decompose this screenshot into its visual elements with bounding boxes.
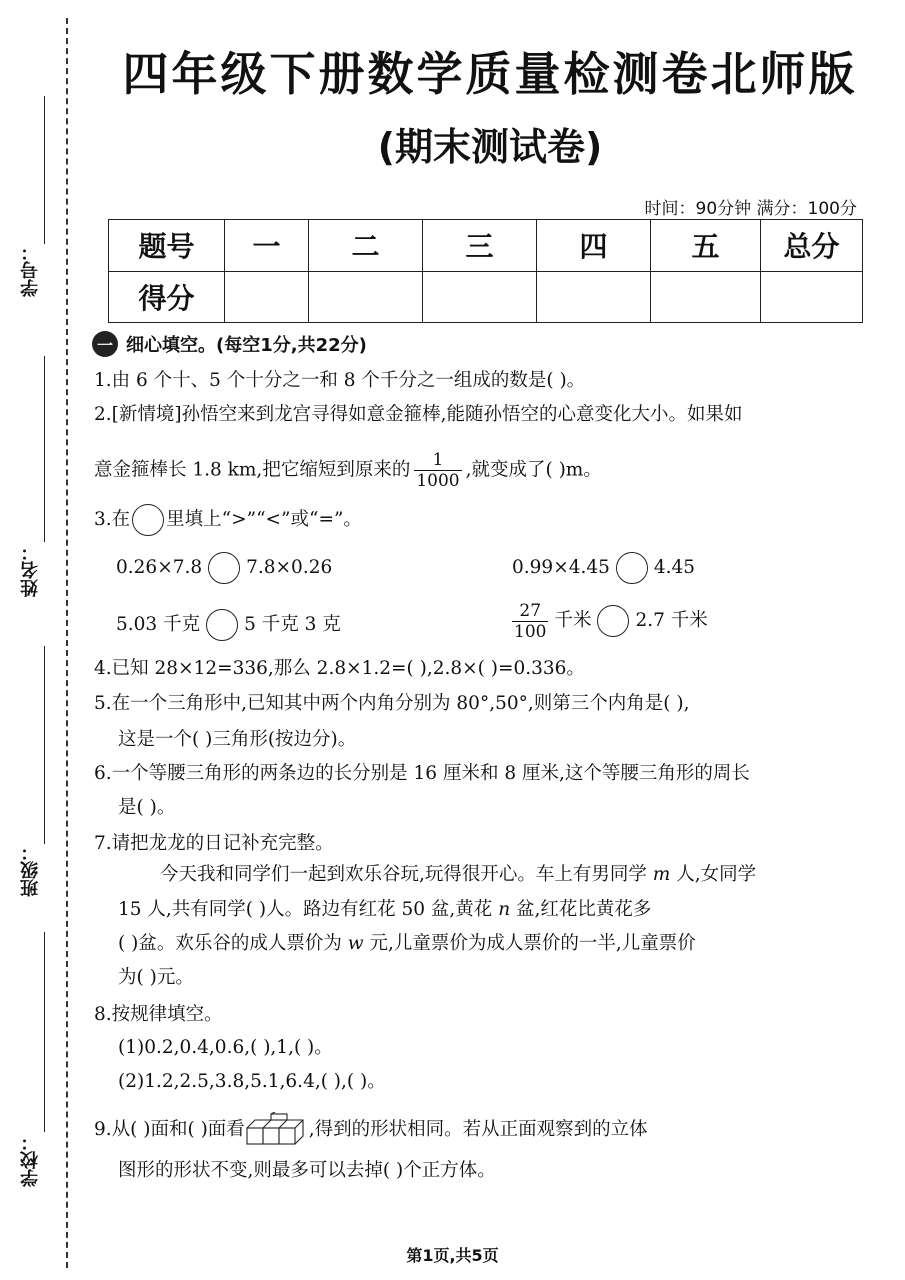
fraction-numerator: 27 (519, 600, 542, 621)
question-9-text: ,得到的形状相同。若从正面观察到的立体 (308, 1119, 648, 1140)
score-header-cell: 五 (651, 220, 761, 272)
diary-line2 (118, 897, 888, 923)
compare-right: 5 千克 3 克 (244, 614, 341, 635)
question-2-text-tail: ,就变成了( )m。 (465, 459, 602, 481)
score-row-label: 得分 (109, 271, 225, 323)
question-2-line2 (94, 450, 864, 491)
question-4: 4.已知 28×12=336,那么 2.8×1.2=( ),2.8×( )=0.336。 (94, 658, 585, 679)
student-no-line[interactable] (44, 96, 45, 244)
fraction-denominator: 1000 (416, 471, 460, 491)
section-number-badge: 一 (92, 331, 118, 357)
page-title: 四年级下册数学质量检测卷北师版 (122, 47, 858, 101)
score-header-cell: 三 (423, 220, 537, 272)
compare-left: 0.99×4.45 (512, 557, 610, 578)
compare-item (512, 552, 842, 584)
page-footer: 第1页,共5页 (406, 1246, 499, 1265)
score-header-row (109, 220, 863, 272)
question-3-pre: 3.在 (94, 509, 131, 530)
class-line[interactable] (44, 646, 45, 844)
diary-line3 (118, 931, 888, 957)
score-value-row (109, 271, 863, 323)
name-line[interactable] (44, 356, 45, 542)
compare-circle-icon (132, 504, 164, 536)
school-label: 学校： (20, 1133, 41, 1187)
question-7: 7.请把龙龙的日记补充完整。 (94, 833, 334, 854)
compare-circle[interactable] (616, 552, 648, 584)
question-5-line2: 这是一个( )三角形(按边分)。 (118, 729, 357, 750)
diary-text: ( )盆。欢乐谷的成人票价为 (118, 933, 342, 954)
class-label: 班级： (20, 843, 41, 897)
diary-text: 元,儿童票价为成人票价的一半,儿童票价 (369, 933, 696, 954)
page-subtitle: (期末测试卷) (377, 125, 603, 169)
compare-left: 千米 (554, 610, 592, 631)
score-input-cell[interactable] (423, 271, 537, 323)
question-1: 1.由 6 个十、5 个十分之一和 8 个千分之一组成的数是( )。 (94, 370, 586, 391)
question-9-text: 9.从( )面和( )面看 (94, 1119, 245, 1140)
compare-left: 5.03 千克 (116, 614, 201, 635)
question-3 (94, 504, 864, 536)
score-input-cell[interactable] (537, 271, 651, 323)
school-line[interactable] (44, 932, 45, 1132)
compare-right: 4.45 (653, 557, 696, 578)
compare-circle[interactable] (206, 609, 238, 641)
fraction-denominator: 100 (514, 621, 547, 642)
diary-text: 今天我和同学们一起到欢乐谷玩,玩得很开心。车上有男同学 (160, 864, 647, 885)
question-2-line1: 2.[新情境]孙悟空来到龙宫寻得如意金箍棒,能随孙悟空的心意变化大小。如果如 (94, 404, 743, 425)
section-heading (92, 331, 367, 357)
diary-text: 盆,红花比黄花多 (516, 899, 652, 920)
question-6-line1: 6.一个等腰三角形的两条边的长分别是 16 厘米和 8 厘米,这个等腰三角形的周长 (94, 763, 750, 784)
question-8-part2: (2)1.2,2.5,3.8,5.1,6.4,( ),( )。 (118, 1071, 386, 1092)
exam-meta: 时间：90分钟 满分：100分 (644, 199, 857, 219)
score-header-cell: 总分 (761, 220, 863, 272)
question-6-line2: 是( )。 (118, 797, 176, 818)
compare-right: 7.8×0.26 (246, 557, 333, 578)
section-title: 细心填空。(每空1分,共22分) (126, 335, 367, 356)
variable-w: w (347, 933, 364, 954)
compare-item (116, 609, 446, 641)
score-header-cell: 二 (309, 220, 423, 272)
compare-left: 0.26×7.8 (116, 557, 203, 578)
question-9-line1 (94, 1112, 864, 1148)
fraction (414, 450, 461, 491)
diary-line4: 为( )元。 (118, 967, 194, 988)
score-header-cell: 一 (225, 220, 309, 272)
compare-right: 2.7 千米 (635, 610, 708, 631)
score-input-cell[interactable] (761, 271, 863, 323)
score-table (108, 219, 863, 323)
score-header-cell: 题号 (109, 220, 225, 272)
question-8: 8.按规律填空。 (94, 1004, 223, 1025)
question-5-line1: 5.在一个三角形中,已知其中两个内角分别为 80°,50°,则第三个内角是( ), (94, 693, 690, 714)
fraction (512, 601, 548, 642)
score-header-cell: 四 (537, 220, 651, 272)
question-3-post: 里填上“>”“<”或“=”。 (166, 509, 362, 530)
question-9-line2: 图形的形状不变,则最多可以去掉( )个正方体。 (118, 1160, 496, 1181)
compare-circle[interactable] (597, 605, 629, 637)
variable-n: n (498, 899, 511, 920)
student-no-label: 学号： (20, 243, 41, 297)
compare-item (512, 598, 842, 644)
score-input-cell[interactable] (651, 271, 761, 323)
cube-stack-icon (245, 1112, 309, 1148)
score-input-cell[interactable] (309, 271, 423, 323)
binding-dashed-line (66, 18, 68, 1268)
score-input-cell[interactable] (225, 271, 309, 323)
compare-item (116, 552, 446, 584)
question-2-text: 意金箍棒长 1.8 km,把它缩短到原来的 (94, 459, 411, 481)
variable-m: m (652, 864, 671, 885)
fraction-numerator: 1 (432, 450, 444, 470)
diary-line1 (160, 862, 905, 888)
question-8-part1: (1)0.2,0.4,0.6,( ),1,( )。 (118, 1037, 333, 1058)
diary-text: 15 人,共有同学( )人。路边有红花 50 盆,黄花 (118, 899, 493, 920)
diary-text: 人,女同学 (676, 864, 757, 885)
name-label: 姓名： (20, 543, 41, 597)
compare-circle[interactable] (208, 552, 240, 584)
